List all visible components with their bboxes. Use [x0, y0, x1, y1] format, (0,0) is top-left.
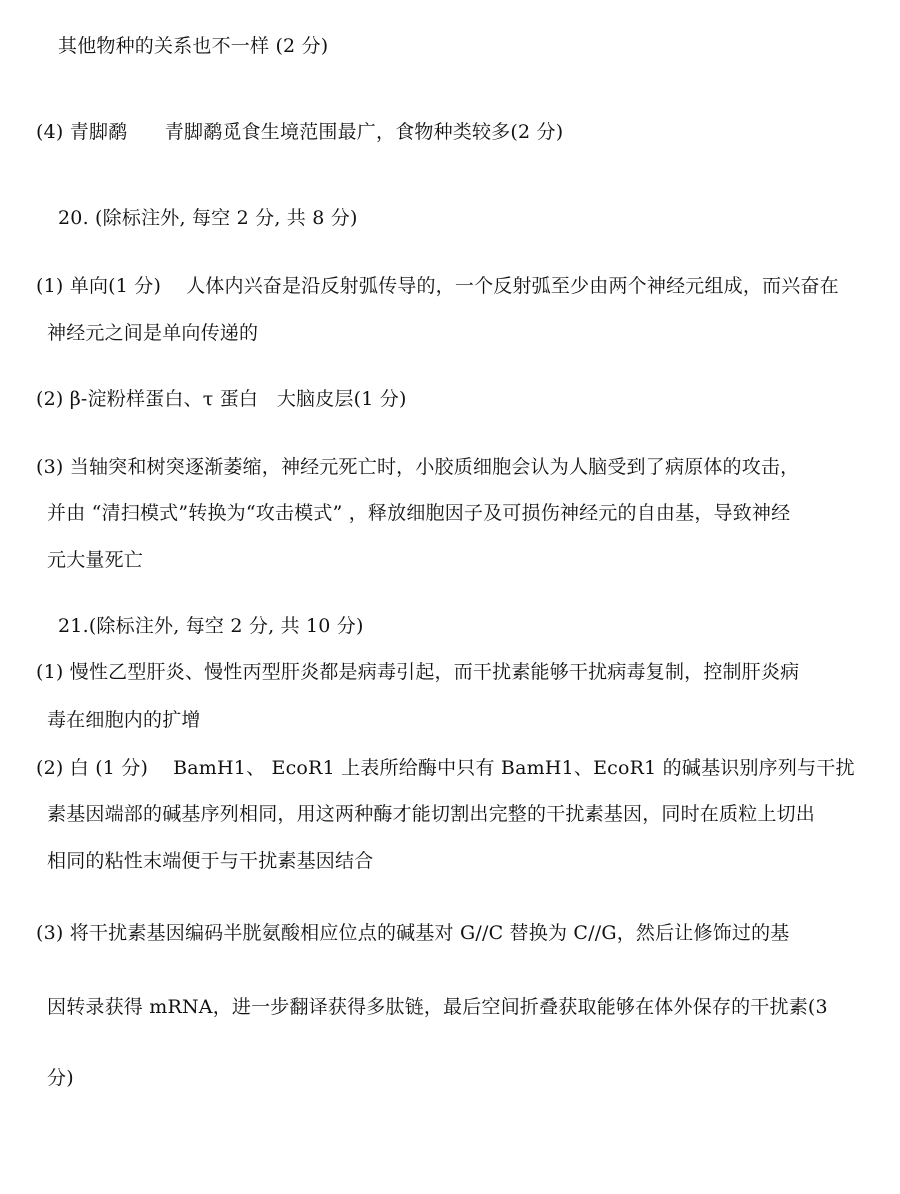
text-line-16: (3) 将干扰素基因编码半胱氨酸相应位点的碱基对 G//C 替换为 C//G，然后让修饰过的基 [36, 922, 790, 944]
section-heading-21: 21.(除标注外, 每空 2 分, 共 10 分) [58, 615, 364, 637]
text-line-9: 元大量死亡 [47, 549, 144, 571]
text-line-13: (2) 白 (1 分) BamH1、 EcoR1 上表所给酶中只有 BamH1、EcoR1 的碱基识别序列与干扰 [36, 757, 855, 779]
section-heading-20: 20. (除标注外, 每空 2 分, 共 8 分) [58, 207, 358, 229]
text-line-5: 神经元之间是单向传递的 [47, 322, 259, 344]
text-line-2: (4) 青脚鹬 青脚鹬觅食生境范围最广，食物种类较多(2 分) [36, 121, 564, 143]
text-line-8: 并由 “清扫模式”转换为“攻击模式” ，释放细胞因子及可损伤神经元的自由基，导致神经 [47, 502, 791, 524]
text-line-4: (1) 单向(1 分) 人体内兴奋是沿反射弧传导的，一个反射弧至少由两个神经元组成，而兴奋在 [36, 275, 839, 297]
text-line-18: 分) [47, 1067, 74, 1089]
text-line-14: 素基因端部的碱基序列相同，用这两种酶才能切割出完整的干扰素基因，同时在质粒上切出 [47, 803, 816, 825]
text-line-1: 其他物种的关系也不一样 (2 分) [58, 35, 329, 57]
text-line-6: (2) β-淀粉样蛋白、τ 蛋白 大脑皮层(1 分) [36, 388, 407, 410]
text-line-11: (1) 慢性乙型肝炎、慢性丙型肝炎都是病毒引起，而干扰素能够干扰病毒复制，控制肝炎病 [36, 661, 800, 683]
text-line-15: 相同的粘性末端便于与干扰素基因结合 [47, 850, 374, 872]
text-line-12: 毒在细胞内的扩增 [47, 709, 201, 731]
text-line-17: 因转录获得 mRNA，进一步翻译获得多肽链，最后空间折叠获取能够在体外保存的干扰素(3 [47, 996, 828, 1018]
text-line-7: (3) 当轴突和树突逐渐萎缩，神经元死亡时，小胶质细胞会认为人脑受到了病原体的攻击， [36, 456, 800, 478]
